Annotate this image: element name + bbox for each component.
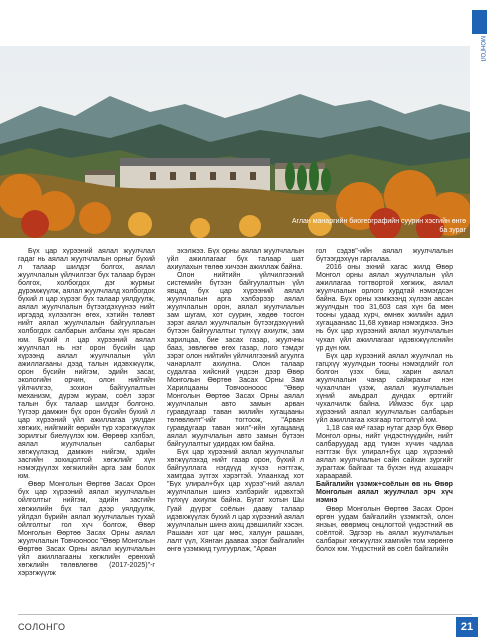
paragraph: Бүх цар хүрээний аялал жуулчлал нь гагцхүү жуулчдын тооны нэмэгдлийг гол болгон үзэх биш, харин аялал жуулчлалын чанар сайжрахыг нэн чухалчлан үзэж, аялал жуулчлалын хүний амьдрал дундах өртгийг чухалчилж байна. Иймээс бүх цар хүрээний аялал жуулчлалын салбарын үйл ажиллагаа хязгаар тогтолгүй юм. xyxy=(316,352,453,424)
paragraph: Өвөр Монголын Өөртөө Засах Орон бүх цар хүрээний аялал жуулчлалын ойлголтыг нийгэм, эдийн засгийн хөгжилийн бүх тал дээр уялдуулж, уйлдэл бүрийн аялал жуулчлалын тухай ойлголтыг гол хүч болгож, Өвөр Монголын Өөртөө Засах Орны аялал жуулчлалын Товчооноос "Өвөр Монголын Өөртөө Засах Орны аялал жуулчлалын үйл ажиллагааны хөгжлийн ерөнхий хөгжлийн төлөвлөгөө (2017-2025)"-г хэрэгжүүлж xyxy=(18,481,155,577)
photo-caption: Аглан манаргийн биогеографийн суурин хэсгийн өнгө ба зураг xyxy=(291,218,466,234)
magazine-name: СОЛОНГО xyxy=(18,622,66,632)
section-label: МОНГОЛ xyxy=(479,36,485,62)
article-body xyxy=(18,248,454,606)
paragraph: гол сэдэв"-ийн аялал жуулчлалын бүтээгдэхүүн гаргалаа. xyxy=(316,248,453,264)
paragraph: Бүх цар хүрээний аялал жуулчлалыг хөгжүүлэхэд нийт газар орон, бүхий л байгууллага нэгдүүд хүчээ нэгтгэж, хамтдаа зүтгэх хэрэгтэй. Улаанхад хот "Бүх улирал+бүх цар хүрээ"-ний аялал жуулчлалын шинэ хэлбэрийг идэвхтэй түлхүү ахиулж байна. Бугат хотын Шы Гуай дүүрэг соёлын дааву талаар идэвхжүүлэх бүхий л цар хүрээний аялал жуулчлалын шинэ ахиц дэвшилийг хэсэн. Рашаан хот цаг мөс, халуун рашаан, лалт үүл, Хянган дааваа зэрэг байгалийн өнгө үзэмжид тулгуурлаж, "Арван xyxy=(167,449,304,553)
page-sidebar xyxy=(472,0,487,643)
landscape-photo xyxy=(0,46,470,238)
subheading: Байгалийн үзэмж+соёлын өв нь Өвөр Монголын аялал жуулчлал эрч хүч нэмнэ xyxy=(316,481,453,505)
footer-divider xyxy=(18,614,472,615)
paragraph: 2016 оны эхний хагас жилд Өвөр Монгол орны аялал жуулчлалын үйл ажиллагаа тогтвортой хөгжиж, аялал жуулчлалын орлого хурдтай нэмэгдсэн байна. Бүх орны хэмжээнд хүлээн авсан жуулчдын тоо 31,603 сая хүн ба мөн тооны удаад хүрч, өмнөх жилийн адил хугацаанаас 11,68 хувиар нэмэгджээ. Энэ нь бүх цар хүрээний аялал жуулчлалын чухал үйл ажиллагааг идэвхжүүлснийн үр дүн юм. xyxy=(316,264,453,352)
article-column-1 xyxy=(18,248,155,606)
paragraph: эхэлжээ. Бүх орны аялал жуулчлалын үйл ажиллагааг бүх талаар шат ахиулахын төлөө хичээн ажиллаж байна. xyxy=(167,248,304,272)
article-column-3 xyxy=(316,248,453,606)
article-column-2 xyxy=(167,248,304,606)
page-number: 21 xyxy=(456,617,478,637)
section-tab xyxy=(472,10,487,34)
landscape-illustration xyxy=(0,46,470,238)
paragraph: Бүх цар хүрээний аялал жуулчлал гадаг нь аялал жуулчлалын орныг бүхий л талаар шилдэг болгох, аялал жуулчлалын үйлчилгээг бүх талаар бүрэн болгох, холбогдох дэг журмыг дүрэмжүүлж, аялал жуулчлалд холбогдох бүхий л цар хүрээг бүх талаар уялдуулж, аялал жуулчлалын бүтээгдэхүүнээ нийт иргэдэд хүлээлгэн өгөх, хэтийн төлөвт нийт аялал жуулчлалын байгууллагын холбогдох салбарын албаны хүн ярьсан юм. Бүхий л цар хүрээний аялал жуулчлал нь нэг орон бүсийн цар хүрээнд аялал жуулчлалын үйл ажиллагааны дээд талын идэвхжүүлж, орон бүсийн нийгэм, эдийн засаг, экологийн орчин, олон нийтийн үйлчилгээ, зохион байгуулалтын механизм, дүрэм журам, соёл зэрэг талын бүх талаар шилдэг болгоно. Үүгээр дамжин бүх орон бүсийн бүхий л цар хүрээний үйл ажиллагаа уялдан хөгжих, нийгмийг өөрийн түр хэрэгжүүлэх зорилгыг биелүүлэх юм. Өөрөөр хэлбэл, аялал жуулчлалын салбарыг хөгжүүлэхэд дамжин нийгэм, эдийн засгийн зохицолтой хөгжлийг хүн нэмэгдүүлэх хөгжилийн арга зам болох юм. xyxy=(18,248,155,481)
paragraph: Олон нийтийн үйлчилгээний системийн бүтээн байгуулалтын үйл явцад бүх цар хүрээний аялал жуулчлалын арга хэлбэрээр аялал жуулчлалын орон, аялал жуулчлалын зам шугам, хот суурин, хөдөө тосгон зэрэг аялал жуулчлалын бүтээгдэхүүний бүтээн байгуулалтыг түлхүү ахиулж, зам харилцаа, бие засах газар, жуулчны бааз, зөвлөгөө өгөх газар, лого тэмдэг зэрэг олон нийтийн үйлчилгээний агуулга чанарлалт ахиулна. Олон талаар судалгаа хийсний үндсэн дээр Өвөр Монголын Өөртөө Засах Орны Зам Харилцааны Товчоонооос "Өвөр Монголын Өөртөө Засах Орны аялал жуулчлалын авто замын арван гуравдугаар таван жилийн хугацааны төлөвлөлт"-ийг тогтоож, "Арван гуравдугаар таван жил"-ийн хугацаанд аялал жуулчлалын авто замын бүтээн байгуулалтыг удирдах юм байна. xyxy=(167,272,304,449)
paragraph: 1,18 сая км² газар нутаг дээр бүх Өвөр Монгол орны, нийт үндэстнүүдийн, нийт салбаруудад ард түмэн хүчин чадлаа нэгтгэж бүх улирал+бүх цар хүрээний аялал жуулчлалын сайн сайхан зургийг зурагтаж байгааг та бүхэн нүд ахшаарч харааравй. xyxy=(316,425,453,481)
paragraph: Өвөр Монголын Өөртөө Засах Орон өргөн уудам байгалийн үзэмжтэй, олон янзын, өвөрмөц онцлогтой үндэстний өв соёлтой. Эдгээр нь аялал жуулчлалын салбарыг хөгжүүлэх хамгийн том хөрөнгө болох юм. Үндэстний өв соёл байгалийн xyxy=(316,505,453,553)
